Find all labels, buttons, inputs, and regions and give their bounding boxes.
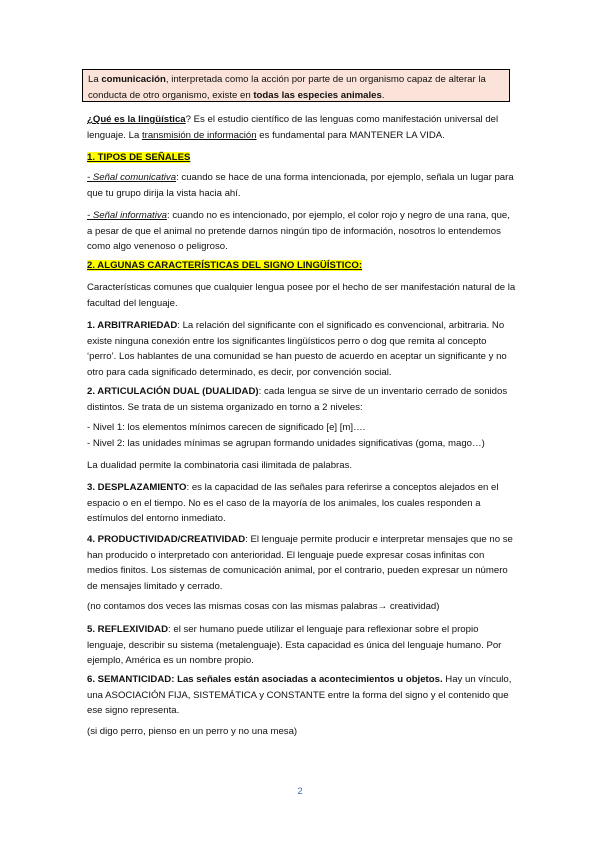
senal-informativa-label: - Señal informativa bbox=[87, 210, 167, 221]
box-bold-comunicacion: comunicación bbox=[101, 74, 166, 85]
dualidad-nivel-2: - Nivel 2: las unidades mínimas se agrupan formando unidades significativas (goma, mago…) bbox=[87, 438, 485, 449]
productividad-title: 4. PRODUCTIVIDAD/CREATIVIDAD bbox=[87, 534, 246, 545]
arbitrariedad-title: 1. ARBITRARIEDAD bbox=[87, 320, 178, 331]
intro-text: es fundamental para MANTENER LA VIDA. bbox=[256, 129, 445, 141]
senal-comunicativa-paragraph bbox=[87, 170, 517, 201]
dualidad-paragraph bbox=[87, 384, 517, 415]
senal-comunicativa-label: - Señal comunicativa bbox=[87, 172, 177, 183]
arbitrariedad-text: : La relación del significante con el significado es convencional, arbitraria. No existe ninguna conexión entre los significantes lingüísticos perro o dog que remita al concepto ‘perro’. Los hablantes de una comunidad se han puesto de acuerdo en aceptar un significante y no otro para cada significado determinado, es decir, por convención social. bbox=[87, 320, 507, 378]
section-heading-2 bbox=[87, 258, 517, 274]
arbitrariedad-paragraph bbox=[87, 318, 517, 380]
desplazamiento-text: : es la capacidad de las señales para referirse a conceptos alejados en el espacio o en el tiempo. No es el caso de la mayoría de los animales, los cuales responden a estímulos del entorno inmediato. bbox=[87, 482, 499, 525]
reflexividad-title: 5. REFLEXIVIDAD bbox=[87, 624, 169, 635]
productividad-text: : El lenguaje permite producir e interpretar mensajes que no se han producido o interpretado con anterioridad. El lenguaje puede expresar cosas infinitas con medios finitos. Los sistemas de comunicación animal, por el contrario, pueden expresar un número de mensajes limitado y cerrado. bbox=[87, 534, 513, 592]
semanticidad-text: Hay un vínculo, una ASOCIACIÓN FIJA, SISTEMÁTICA y CONSTANTE entre la forma del signo y el contenido que ese signo representa. bbox=[87, 674, 512, 717]
reflexividad-text: : el ser humano puede utilizar el lenguaje para reflexionar sobre el propio lenguaje, describir su sistema (metalenguaje). Esta capacidad es única del lenguaje humano. Por ejemplo, América es un nombre propio. bbox=[87, 624, 502, 667]
reflexividad-paragraph bbox=[87, 622, 517, 669]
desplazamiento-paragraph bbox=[87, 480, 517, 527]
section-heading-1 bbox=[87, 150, 517, 166]
box-text: La bbox=[88, 74, 102, 85]
intro-text: ? Es el estudio científico de las lenguas como manifestación universal del lenguaje. La bbox=[87, 114, 499, 141]
productividad-paragraph bbox=[87, 532, 517, 594]
box-text: . bbox=[381, 89, 385, 101]
desplazamiento-title: 3. DESPLAZAMIENTO bbox=[87, 482, 187, 493]
dualidad-nivel-1: - Nivel 1: los elementos mínimos carecen de significado [e] [m]…. bbox=[87, 422, 366, 433]
semanticidad-note: (si digo perro, pienso en un perro y no una mesa) bbox=[87, 726, 298, 737]
page-number: 2 bbox=[297, 786, 303, 797]
caracteristicas-intro: Características comunes que cualquier lengua posee por el hecho de ser manifestación natural de la facultad del lenguaje. bbox=[87, 282, 516, 309]
intro-paragraph bbox=[87, 112, 517, 143]
productividad-note: (no contamos dos veces las mismas cosas con las mismas palabras→ creatividad) bbox=[87, 601, 440, 612]
dualidad-title: 2. ARTICULACIÓN DUAL (DUALIDAD) bbox=[87, 386, 259, 397]
senal-comunicativa-text: : cuando se hace de una forma intencionada, por ejemplo, señala un lugar para que tu grupo dirija la vista hacia ahí. bbox=[87, 172, 514, 199]
senal-informativa-paragraph bbox=[87, 208, 517, 255]
semanticidad-title: 6. SEMANTICIDAD bbox=[87, 674, 172, 685]
box-bold-especies: todas las especies animales bbox=[253, 89, 382, 101]
dualidad-text: : cada lengua se sirve de un inventario cerrado de sonidos distintos. Se trata de un sistema organizado en torno a 2 niveles: bbox=[87, 386, 508, 413]
dualidad-after: La dualidad permite la combinatoria casi ilimitada de palabras. bbox=[87, 460, 353, 471]
intro-question: ¿Qué es la lingüística bbox=[87, 114, 186, 125]
semanticidad-bold: : Las señales están asociadas a acontecimientos u objetos. bbox=[171, 674, 443, 685]
highlight-box bbox=[82, 69, 510, 102]
intro-underlined: transmisión de información bbox=[141, 129, 257, 141]
heading-caracteristicas: 2. ALGUNAS CARACTERÍSTICAS DEL SIGNO LINGÜÍSTICO: bbox=[87, 260, 363, 271]
box-text: , interpretada como la acción por parte de un organismo capaz de alterar la conducta de otro organismo, existe en bbox=[88, 74, 486, 101]
senal-informativa-text: : cuando no es intencionado, por ejemplo, el color rojo y negro de una rana, que, a pesar de que el animal no pretende darnos ningún tipo de información, nosotros lo entendemos como algo venenoso o peligroso. bbox=[87, 210, 510, 253]
heading-tipos-senales: 1. TIPOS DE SEÑALES bbox=[87, 152, 191, 163]
semanticidad-paragraph bbox=[87, 672, 517, 719]
